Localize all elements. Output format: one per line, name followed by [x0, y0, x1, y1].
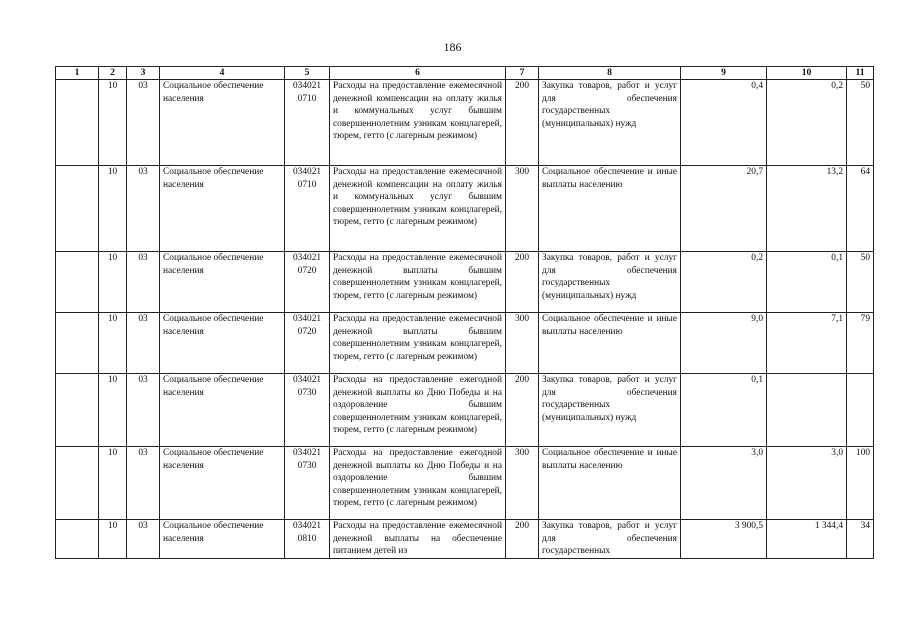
- target-code-cell: 034021 0720: [285, 252, 330, 313]
- column-header: 2: [99, 67, 127, 80]
- column-header: 3: [127, 67, 160, 80]
- expense-description-cell: Расходы на предоставление ежемесячной денежной компенсации на оплату жилья и коммунальных услуг бывшим совершеннолетним узникам концлагерей, тюрем, гетто (с лагерным режимом): [330, 166, 506, 252]
- target-code-cell: 034021 0710: [285, 166, 330, 252]
- expense-type-name-cell: Социальное обеспечение и иные выплаты населению: [539, 313, 681, 374]
- expense-type-code-cell: 300: [506, 447, 539, 520]
- table-row: [56, 313, 874, 374]
- column-header: 7: [506, 67, 539, 80]
- table-row: [56, 447, 874, 520]
- column-header: 4: [160, 67, 285, 80]
- table-row: [56, 374, 874, 447]
- expense-type-code-cell: 200: [506, 252, 539, 313]
- row-number-cell: [56, 166, 99, 252]
- planned-amount-cell: 0,2: [681, 252, 767, 313]
- column-header: 8: [539, 67, 681, 80]
- column-header: 1: [56, 67, 99, 80]
- column-header: 5: [285, 67, 330, 80]
- column-header: 9: [681, 67, 767, 80]
- subsection-code-cell: 03: [127, 252, 160, 313]
- section-code-cell: 10: [99, 447, 127, 520]
- row-number-cell: [56, 313, 99, 374]
- subsection-code-cell: 03: [127, 520, 160, 559]
- expense-type-code-cell: 200: [506, 374, 539, 447]
- column-header: 11: [847, 67, 874, 80]
- row-number-cell: [56, 374, 99, 447]
- row-number-cell: [56, 447, 99, 520]
- section-code-cell: 10: [99, 374, 127, 447]
- table-row: [56, 80, 874, 166]
- expense-type-code-cell: 200: [506, 520, 539, 559]
- table-row: [56, 166, 874, 252]
- subsection-code-cell: 03: [127, 447, 160, 520]
- section-code-cell: 10: [99, 252, 127, 313]
- subsection-name-cell: Социальное обеспечение населения: [160, 166, 285, 252]
- table-row: [56, 520, 874, 559]
- percent-cell: 34: [847, 520, 874, 559]
- actual-amount-cell: 3,0: [767, 447, 847, 520]
- expense-description-cell: Расходы на предоставление ежегодной денежной выплаты ко Дню Победы и на оздоровление бывшим совершеннолетним узникам концлагерей, тюрем, гетто (с лагерным режимом): [330, 447, 506, 520]
- target-code-cell: 034021 0730: [285, 447, 330, 520]
- subsection-code-cell: 03: [127, 374, 160, 447]
- percent-cell: 64: [847, 166, 874, 252]
- expense-type-name-cell: Закупка товаров, работ и услуг для обеспечения государственных: [539, 520, 681, 559]
- expense-description-cell: Расходы на предоставление ежемесячной денежной выплаты на обеспечение питанием детей из: [330, 520, 506, 559]
- subsection-name-cell: Социальное обеспечение населения: [160, 447, 285, 520]
- section-code-cell: 10: [99, 520, 127, 559]
- expense-type-code-cell: 300: [506, 166, 539, 252]
- expense-type-name-cell: Социальное обеспечение и иные выплаты населению: [539, 166, 681, 252]
- budget-table: [55, 66, 874, 559]
- planned-amount-cell: 3 900,5: [681, 520, 767, 559]
- row-number-cell: [56, 252, 99, 313]
- column-header: 10: [767, 67, 847, 80]
- expense-type-code-cell: 300: [506, 313, 539, 374]
- planned-amount-cell: 3,0: [681, 447, 767, 520]
- expense-type-name-cell: Социальное обеспечение и иные выплаты населению: [539, 447, 681, 520]
- actual-amount-cell: 1 344,4: [767, 520, 847, 559]
- subsection-code-cell: 03: [127, 166, 160, 252]
- header-row: [56, 67, 874, 80]
- planned-amount-cell: 0,4: [681, 80, 767, 166]
- subsection-name-cell: Социальное обеспечение населения: [160, 520, 285, 559]
- actual-amount-cell: 0,2: [767, 80, 847, 166]
- percent-cell: 50: [847, 252, 874, 313]
- planned-amount-cell: 20,7: [681, 166, 767, 252]
- section-code-cell: 10: [99, 313, 127, 374]
- actual-amount-cell: [767, 374, 847, 447]
- expense-type-name-cell: Закупка товаров, работ и услуг для обеспечения государственных (муниципальных) нужд: [539, 80, 681, 166]
- expense-type-name-cell: Закупка товаров, работ и услуг для обеспечения государственных (муниципальных) нужд: [539, 374, 681, 447]
- planned-amount-cell: 9,0: [681, 313, 767, 374]
- percent-cell: 50: [847, 80, 874, 166]
- actual-amount-cell: 0,1: [767, 252, 847, 313]
- expense-description-cell: Расходы на предоставление ежемесячной денежной компенсации на оплату жилья и коммунальных услуг бывшим совершеннолетним узникам концлагерей, тюрем, гетто (с лагерным режимом): [330, 80, 506, 166]
- subsection-name-cell: Социальное обеспечение населения: [160, 374, 285, 447]
- percent-cell: 79: [847, 313, 874, 374]
- page-number: 186: [443, 40, 462, 54]
- column-header: 6: [330, 67, 506, 80]
- target-code-cell: 034021 0730: [285, 374, 330, 447]
- subsection-name-cell: Социальное обеспечение населения: [160, 313, 285, 374]
- section-code-cell: 10: [99, 80, 127, 166]
- section-code-cell: 10: [99, 166, 127, 252]
- target-code-cell: 034021 0720: [285, 313, 330, 374]
- subsection-code-cell: 03: [127, 313, 160, 374]
- actual-amount-cell: 13,2: [767, 166, 847, 252]
- target-code-cell: 034021 0810: [285, 520, 330, 559]
- planned-amount-cell: 0,1: [681, 374, 767, 447]
- subsection-name-cell: Социальное обеспечение населения: [160, 80, 285, 166]
- expense-type-name-cell: Закупка товаров, работ и услуг для обеспечения государственных (муниципальных) нужд: [539, 252, 681, 313]
- row-number-cell: [56, 520, 99, 559]
- subsection-name-cell: Социальное обеспечение населения: [160, 252, 285, 313]
- row-number-cell: [56, 80, 99, 166]
- expense-description-cell: Расходы на предоставление ежегодной денежной выплаты ко Дню Победы и на оздоровление бывшим совершеннолетним узникам концлагерей, тюрем, гетто (с лагерным режимом): [330, 374, 506, 447]
- percent-cell: 100: [847, 447, 874, 520]
- actual-amount-cell: 7,1: [767, 313, 847, 374]
- expense-type-code-cell: 200: [506, 80, 539, 166]
- percent-cell: [847, 374, 874, 447]
- expense-description-cell: Расходы на предоставление ежемесячной денежной выплаты бывшим совершеннолетним узникам концлагерей, тюрем, гетто (с лагерным режимом): [330, 252, 506, 313]
- subsection-code-cell: 03: [127, 80, 160, 166]
- target-code-cell: 034021 0710: [285, 80, 330, 166]
- expense-description-cell: Расходы на предоставление ежемесячной денежной выплаты бывшим совершеннолетним узникам концлагерей, тюрем, гетто (с лагерным режимом): [330, 313, 506, 374]
- table-row: [56, 252, 874, 313]
